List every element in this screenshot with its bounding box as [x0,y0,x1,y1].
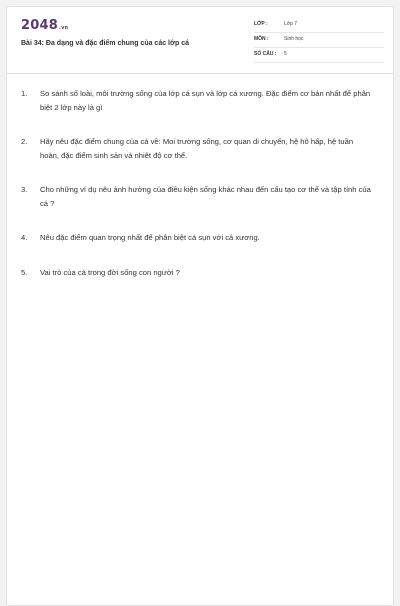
question-text: Cho những ví dụ nêu ảnh hưởng của điều kiện sống khác nhau đến cấu tạo cơ thể và tập tính của cá ? [40,185,371,208]
meta-label-question-count: SỐ CÂU : [254,51,277,57]
worksheet-page [6,6,394,606]
meta-row-class [254,18,384,33]
question-item [21,87,371,114]
question-text: Hãy nêu đặc điểm chung của cá về: Moi trường sống, cơ quan di chuyển, hệ hô hấp, hệ tuần hoàn, đặc điểm sinh sản và nhiệt độ cơ thể. [40,137,354,160]
question-number: 4. [21,233,28,242]
meta-value-class: Lớp 7 [284,21,298,27]
question-number: 5. [21,267,28,277]
question-item [21,183,371,210]
header-divider [7,73,393,74]
logo-main-text: 2048 [21,18,58,33]
meta-label-subject: MÔN : [254,36,269,42]
question-item [21,266,371,280]
question-text: So sánh số loài, môi trường sống của lớp cá sụn và lớp cá xương. Đặc điểm cơ bản nhất để phân biệt 2 lớp này là gì [40,89,371,112]
question-number: 3. [21,185,28,194]
worksheet-header [7,7,393,74]
question-item [21,135,371,162]
question-item [21,231,371,245]
question-text: Vai trò của cá trong đời sống con người ? [40,267,180,277]
lesson-title: Bài 34: Đa dạng và đặc điểm chung của các lớp cá [21,40,189,47]
meta-value-question-count: 5 [284,51,287,57]
question-list [21,83,371,279]
site-logo[interactable] [21,18,68,33]
meta-row-subject [254,33,384,48]
meta-value-subject: Sinh học [284,36,304,42]
question-number: 1. [21,89,28,98]
logo-tld-text: .vn [58,25,69,31]
question-number: 2. [21,137,28,146]
meta-label-class: LỚP : [254,21,268,27]
meta-row-question-count [254,48,384,63]
question-text: Nêu đặc điểm quan trọng nhất để phân biệt cá sụn với cá xương. [40,233,260,242]
